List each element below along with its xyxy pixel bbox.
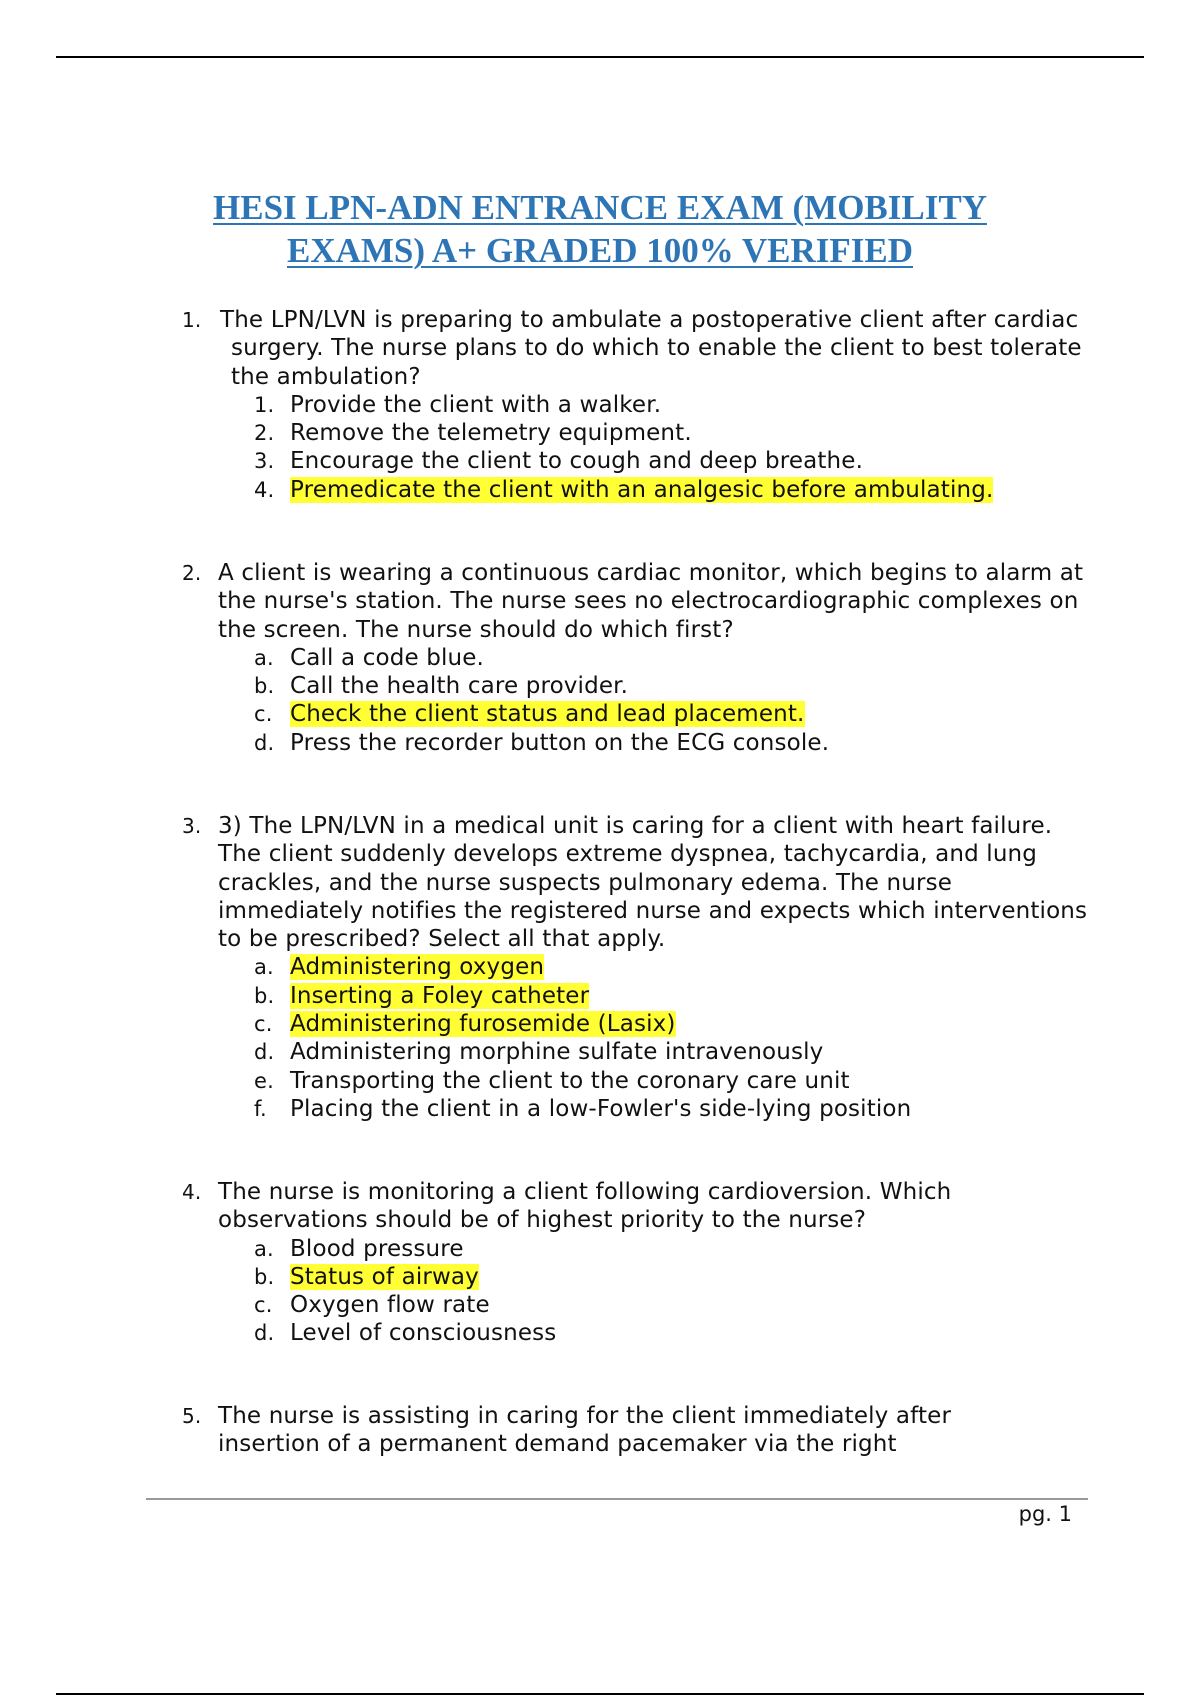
option-text: Level of consciousness xyxy=(290,1320,557,1347)
option-text: Press the recorder button on the ECG console. xyxy=(290,729,830,756)
option-label: c. xyxy=(254,1293,273,1318)
question-text: The nurse is monitoring a client following cardioversion. Which observations should be of highest priority to the nurse? xyxy=(218,1179,952,1234)
option-item xyxy=(176,419,1096,447)
option-label: e. xyxy=(254,1068,274,1093)
option-item xyxy=(176,1067,1096,1095)
option-list xyxy=(176,644,1096,757)
option-list xyxy=(176,953,1096,1123)
option-item xyxy=(176,644,1096,672)
option-text: Call a code blue. xyxy=(290,644,485,671)
option-text: Remove the telemetry equipment. xyxy=(290,420,692,447)
question-text: The LPN/LVN is preparing to ambulate a postoperative client after cardiac surgery. The nurse plans to do which to enable the client to best tolerate the ambulation? xyxy=(220,307,1082,390)
option-label: d. xyxy=(254,1040,275,1065)
question-number: 3. xyxy=(182,814,202,838)
option-text: Oxygen flow rate xyxy=(290,1292,490,1319)
highlighted-answer: Check the client status and lead placement. xyxy=(290,701,805,728)
option-item-answer xyxy=(176,700,1096,728)
option-item xyxy=(176,447,1096,475)
option-label: a. xyxy=(254,955,274,980)
title-line-1: HESI LPN-ADN ENTRANCE EXAM (MOBILITY xyxy=(213,188,987,227)
highlighted-answer: Administering furosemide (Lasix) xyxy=(290,1011,676,1038)
highlighted-answer: Administering oxygen xyxy=(290,954,545,981)
option-text: Encourage the client to cough and deep breathe. xyxy=(290,448,864,475)
question-number: 5. xyxy=(182,1404,202,1428)
option-label: 1. xyxy=(254,392,275,417)
option-item-answer xyxy=(176,476,1096,504)
option-label: b. xyxy=(254,983,275,1008)
question-number: 2. xyxy=(182,561,202,585)
option-label: 2. xyxy=(254,421,275,446)
option-item xyxy=(176,391,1096,419)
footer-rule xyxy=(146,1498,1088,1500)
question-text: 3) The LPN/LVN in a medical unit is caring for a client with heart failure. The client suddenly develops extreme dyspnea, tachycardia, and lung crackles, and the nurse suspects pulmonary edema. The nurse immediately notifies the registered nurse and expects which interventions to be prescribed? Select all that apply. xyxy=(218,813,1088,953)
option-item xyxy=(176,1291,1096,1319)
question-1 xyxy=(176,306,1096,504)
title-line-2: EXAMS) A+ GRADED 100% VERIFIED xyxy=(286,231,914,270)
question-5 xyxy=(176,1402,1006,1459)
option-item xyxy=(176,672,1096,700)
option-label: b. xyxy=(254,1264,275,1289)
highlighted-answer: Inserting a Foley catheter xyxy=(290,982,590,1009)
question-2 xyxy=(176,559,1096,757)
option-text: Placing the client in a low-Fowler's side-lying position xyxy=(290,1095,912,1122)
page-bottom-rule xyxy=(56,1693,1144,1695)
option-label: d. xyxy=(254,1321,275,1346)
option-text: Call the health care provider. xyxy=(290,673,629,700)
option-label: c. xyxy=(254,1012,273,1037)
question-number: 4. xyxy=(182,1180,202,1204)
option-text: Provide the client with a walker. xyxy=(290,391,662,418)
option-item xyxy=(176,1038,1096,1066)
header-rule xyxy=(56,56,1144,58)
option-text: Administering morphine sulfate intravenously xyxy=(290,1039,824,1066)
option-label: 3. xyxy=(254,449,275,474)
option-text: Transporting the client to the coronary care unit xyxy=(290,1067,850,1094)
option-item-answer xyxy=(176,953,1096,981)
option-list xyxy=(176,1235,1096,1348)
document-title xyxy=(140,186,1060,272)
option-list xyxy=(176,391,1096,504)
option-item-answer xyxy=(176,1010,1096,1038)
highlighted-answer: Premedicate the client with an analgesic before ambulating. xyxy=(290,476,994,503)
question-number: 1. xyxy=(182,308,202,332)
option-label: a. xyxy=(254,645,274,670)
option-item-answer xyxy=(176,1263,1096,1291)
option-label: b. xyxy=(254,674,275,699)
option-item xyxy=(176,1235,1096,1263)
question-text: A client is wearing a continuous cardiac monitor, which begins to alarm at the nurse's station. The nurse sees no electrocardiographic complexes on the screen. The nurse should do which first? xyxy=(218,560,1084,643)
option-item xyxy=(176,729,1096,757)
option-label: d. xyxy=(254,730,275,755)
question-text: The nurse is assisting in caring for the client immediately after insertion of a permanent demand pacemaker via the right xyxy=(218,1403,952,1458)
page-number: pg. 1 xyxy=(1018,1502,1072,1526)
option-label: c. xyxy=(254,702,273,727)
option-item xyxy=(176,1319,1096,1347)
option-item xyxy=(176,1095,1096,1123)
option-text: Blood pressure xyxy=(290,1235,464,1262)
option-label: a. xyxy=(254,1236,274,1261)
question-4 xyxy=(176,1178,1096,1348)
highlighted-answer: Status of airway xyxy=(290,1263,479,1290)
option-label: f. xyxy=(254,1096,267,1121)
question-3 xyxy=(176,812,1096,1123)
option-item-answer xyxy=(176,982,1096,1010)
option-label: 4. xyxy=(254,477,275,502)
